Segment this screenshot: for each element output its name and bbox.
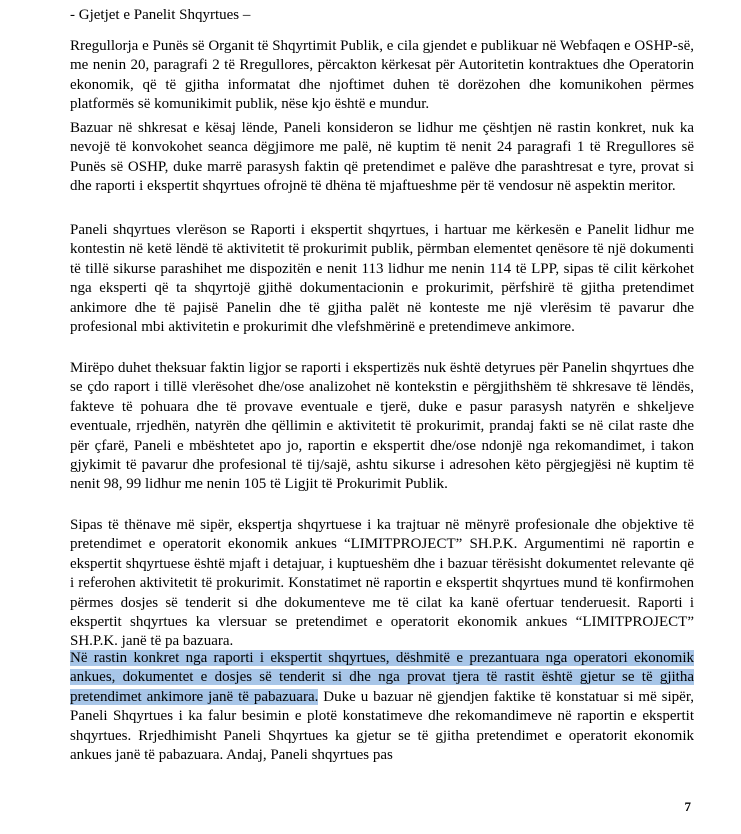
section-heading: - Gjetjet e Panelit Shqyrtues –	[70, 7, 251, 23]
paragraph-expert-report: Paneli shqyrtues vlerëson se Raporti i ekspertit shqyrtues, i hartuar me kërkesën e Panelit lidhur me kontestin në ketë lëndë të aktivitetit të prokurimit publik, përmban elementet qenësore të një dokumenti të tillë sikurse parashihet me dispozitën e nenit 113 lidhur me nenin 114 të LPP, sipas të cilit kërkohet nga eksperti që ta shqyrtojë gjithë dokumentacionin e prokurimit, përfshirë të gjitha pretendimet ankimore dhe të pajisë Panelin dhe të gjitha palët në konteste me një vlerësim të pavarur dhe profesional mbi aktivitetin e prokurimit dhe vlefshmërinë e pretendimeve ankimore.	[70, 222, 694, 336]
paragraph-conclusion[interactable]	[70, 649, 694, 765]
paragraph-rules: Rregullorja e Punës së Organit të Shqyrtimit Publik, e cila gjendet e publikuar në Webfaqen e OSHP-së, me nenin 20, paragrafi 2 të Rregullores, përcakton kërkesat për Autoritetin kontraktues dhe Operatorin ekonomik, që të gjitha informatat dhe njoftimet duhen të dorëzohen dhe komunikohen përmes platformës së komunikimit publik, nëse kjo është e mundur.	[70, 38, 694, 113]
page-number: 7	[684, 799, 691, 814]
selected-text[interactable]: Në rastin konkret nga raporti i ekspertit shqyrtues, dëshmitë e prezantuara nga operatori ekonomik ankues, dokumentet e dosjes së tenderit si dhe nga provat tjera të rastit është gjetur se të gjitha pretendimet ankimore janë të pabazuara.	[70, 650, 694, 705]
paragraph-hearing: Bazuar në shkresat e kësaj lënde, Paneli konsideron se lidhur me çështjen në rastin konkret, nuk ka nevojë të konvokohet seanca dëgjimore me palë, në kuptim të nenit 24 paragrafi 1 të Rregullores së Punës së OSHP, duke marrë parasysh faktin që pretendimet e palëve dhe parashtresat e tyre, provat si dhe raporti i ekspertit shqyrtues ofrojnë të dhëna të mjaftueshme për të vendosur në aspektin meritor.	[70, 120, 694, 195]
paragraph-conclusion-rest: Duke u bazuar në gjendjen faktike të konstatuar si më sipër, Paneli Shqyrtues i ka falur besimin e plotë konstatimeve dhe rekomandimeve në raportin e ekspertit shqyrtues. Rrjedhimisht Paneli Shqyrtues ka gjetur se të gjitha pretendimet e operatorit ekonomik ankues janë të pabazuara. Andaj, Paneli shqyrtues pas	[70, 688, 694, 764]
paragraph-expert-assessment: Sipas të thënave më sipër, ekspertja shqyrtuese i ka trajtuar në mënyrë profesionale dhe objektive të pretendimet e operatorit ekonomik ankues “LIMITPROJECT” SH.P.K. Argumentimi në raportin e ekspertit shqyrtuese është mjaft i detajuar, i kuptueshëm dhe i bazuar tërësisht dokumentet relevante që i referohen aktivitetit të prokurimit. Konstatimet në raportin e ekspertit shqyrtues mund të konfirmohen përmes dosjes së tenderit si dhe dokumenteve me të cilat ka kanë ofertuar tenderuesit. Raporti i ekspertit shqyrtues ka vlersuar se pretendimet e operatorit ekonomik ankues “LIMITPROJECT” SH.P.K. janë të pa bazuara.	[70, 517, 694, 650]
paragraph-legal-fact: Mirëpo duhet theksuar faktin ligjor se raporti i ekspertizës nuk është detyrues për Panelin shqyrtues dhe se çdo raport i tillë vlerësohet dhe/ose analizohet në kontekstin e përgjithshëm të shkresave të lëndës, fakteve të pohuara dhe të provave eventuale e tjerë, duke e pasur parasysh natyrën e shkeljeve eventuale, rrjedhën, natyrën dhe qëllimin e aktivitetit të prokurimit, prandaj fakti se në cilat raste dhe për çfarë, Paneli e mbështetet apo jo, raportin e ekspertit dhe/ose ndonjë nga rekomandimet, i takon gjykimit të pavarur dhe profesional të tij/sajë, ashtu sikurse i adresohen këto përgjegjësi në kuptim të nenit 98, 99 lidhur me nenin 105 të Ligjit të Prokurimit Publik.	[70, 360, 694, 493]
